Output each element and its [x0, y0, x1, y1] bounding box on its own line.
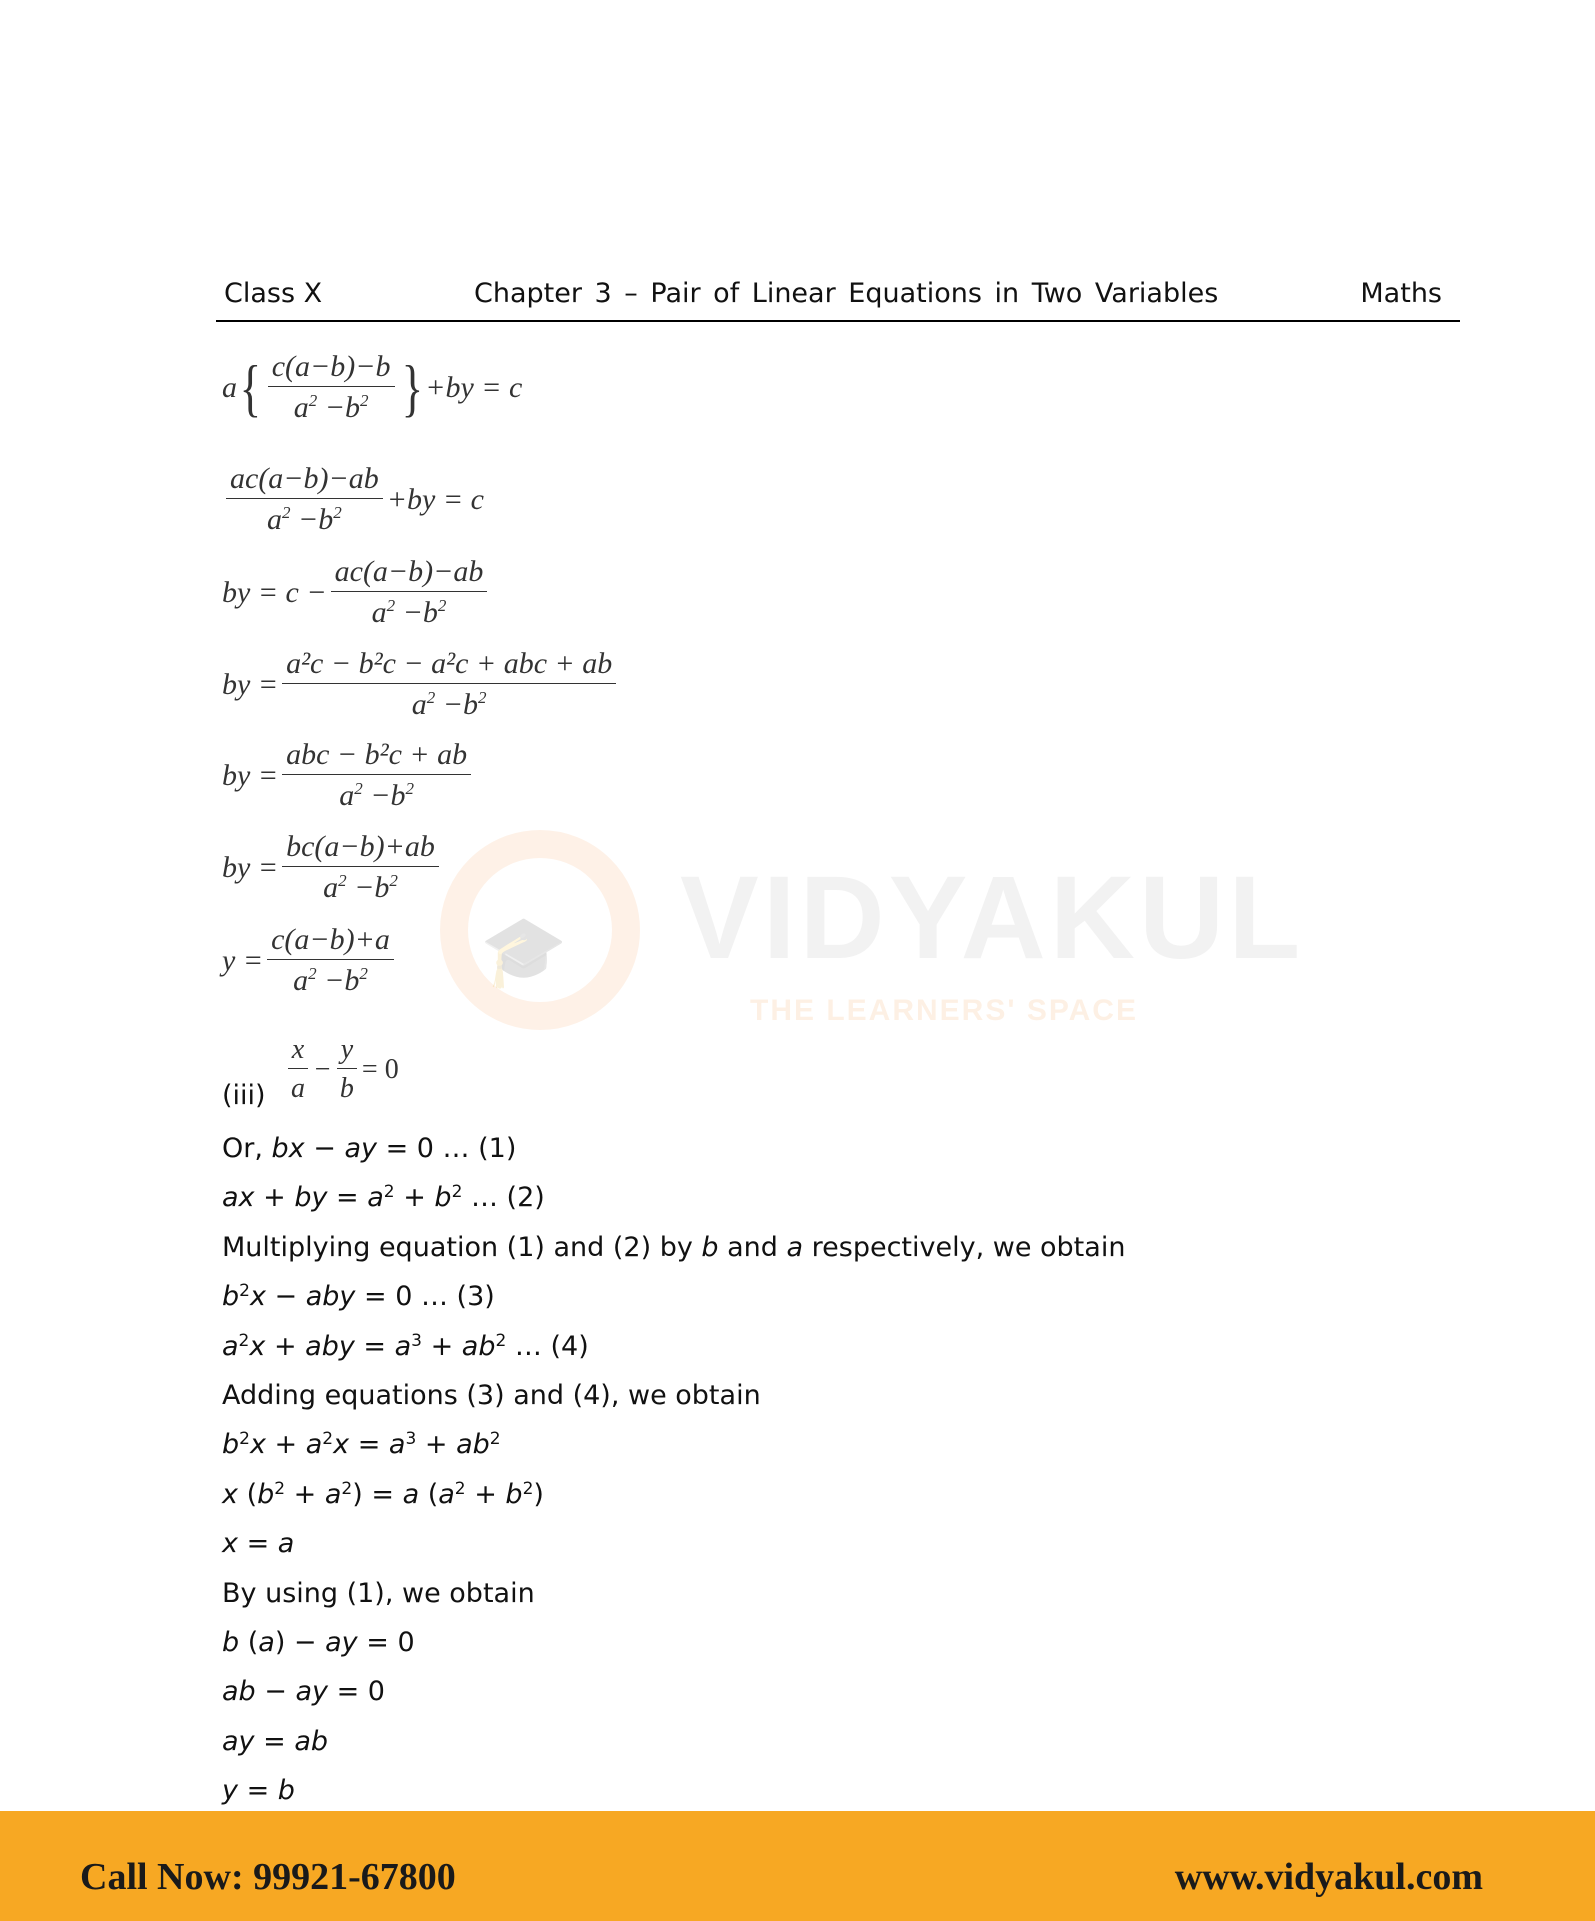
eq3-fraction	[331, 555, 488, 630]
line-11: b (a) − ay = 0	[222, 1626, 415, 1658]
eq6-fraction	[282, 830, 439, 905]
eq2-rhs: +by = c	[386, 482, 484, 516]
equation-6	[222, 830, 443, 905]
equation-5	[222, 738, 475, 813]
eq6-denominator: $a^2 -b^2$	[323, 871, 398, 904]
line-7: $b^2x + a^2x = a^3 + ab^2$	[222, 1429, 501, 1461]
equals-zero: = 0	[361, 1053, 399, 1085]
class-label: Class X	[224, 278, 323, 309]
line-10: By using (1), we obtain	[222, 1577, 535, 1609]
eq1-rhs: +by = c	[425, 370, 523, 404]
eq4-numerator: a²c − b²c − a²c + abc + ab	[282, 647, 616, 684]
line-12: ab − ay = 0	[222, 1676, 385, 1708]
left-brace: {	[239, 351, 262, 423]
eq2-numerator: ac(a−b)−ab	[226, 462, 383, 499]
equation-3	[222, 555, 491, 630]
eq3-denominator: $a^2 -b^2$	[371, 596, 447, 629]
eq6-numerator: bc(a−b)+ab	[282, 830, 439, 867]
equation-2	[222, 462, 484, 537]
eq4-lhs: by =	[222, 667, 279, 701]
eq7-denominator: $a^2 -b^2$	[293, 964, 368, 997]
eq4-denominator: $a^2 -b^2$	[411, 688, 487, 721]
watermark-title: VIDYAKUL	[680, 852, 1305, 984]
equation-1	[222, 350, 522, 425]
minus-sign: −	[313, 1053, 332, 1085]
eq3-numerator: ac(a−b)−ab	[331, 555, 488, 592]
line-3: Multiplying equation (1) and (2) by b and a respectively, we obtain	[222, 1231, 1126, 1263]
line-5: $a^2x$ + aby = $a^3 + ab^2$ … (4)	[222, 1330, 589, 1362]
line-2: ax + by = $a^2 + b^2$ … (2)	[222, 1182, 545, 1214]
website-link[interactable]: www.vidyakul.com	[1174, 1856, 1483, 1898]
eq5-lhs: by =	[222, 758, 279, 792]
x-over-a: $\frac{x}{a}$	[287, 1034, 309, 1105]
page-header	[216, 276, 1460, 322]
part-iii-equation	[283, 1034, 399, 1105]
equation-7	[222, 923, 398, 998]
watermark-subtitle: THE LEARNERS' SPACE	[750, 994, 1138, 1027]
eq3-lhs: by = c −	[222, 575, 327, 609]
equation-4	[222, 647, 620, 722]
y-over-b: $\frac{y}{b}$	[336, 1034, 358, 1105]
call-now-text[interactable]: Call Now: 99921-67800	[80, 1856, 456, 1898]
eq1-coefficient: a	[222, 370, 237, 404]
eq7-numerator: c(a−b)+a	[267, 923, 394, 960]
line-6: Adding equations (3) and (4), we obtain	[222, 1379, 761, 1411]
graduation-cap-icon: 🎓	[480, 910, 568, 992]
line-8: x $(b^2 + a^2) = a$ $(a^2 + b^2)$	[222, 1478, 544, 1510]
eq5-numerator: abc − b²c + ab	[282, 738, 471, 775]
eq6-lhs: by =	[222, 850, 279, 884]
part-iii-label: (iii)	[222, 1080, 266, 1111]
eq1-numerator: c(a−b)−b	[268, 350, 395, 387]
watermark	[440, 830, 1305, 1090]
line-14: y = b	[222, 1775, 295, 1807]
gear-logo-icon	[440, 830, 640, 1030]
eq7-lhs: y =	[222, 943, 264, 977]
eq7-fraction	[267, 923, 394, 998]
solution-lines	[222, 1124, 1125, 1815]
eq1-fraction	[268, 350, 395, 425]
eq1-denominator: $a^2 -b^2$	[293, 391, 369, 424]
eq2-denominator: $a^2 -b^2$	[267, 503, 342, 536]
eq4-fraction	[282, 647, 616, 722]
chapter-title: Chapter 3 – Pair of Linear Equations in Two Variables	[474, 278, 1219, 309]
line-4: $b^2x$ − aby = 0 … (3)	[222, 1281, 495, 1313]
line-1: Or, bx − ay = 0 … (1)	[222, 1133, 517, 1164]
eq5-denominator: $a^2 -b^2$	[339, 779, 414, 812]
eq2-fraction	[226, 462, 383, 537]
line-9: x = a	[222, 1528, 295, 1560]
footer-banner	[0, 1811, 1595, 1921]
subject-label: Maths	[1360, 278, 1442, 309]
line-13: ay = ab	[222, 1725, 329, 1757]
eq5-fraction	[282, 738, 471, 813]
right-brace: }	[401, 351, 423, 423]
